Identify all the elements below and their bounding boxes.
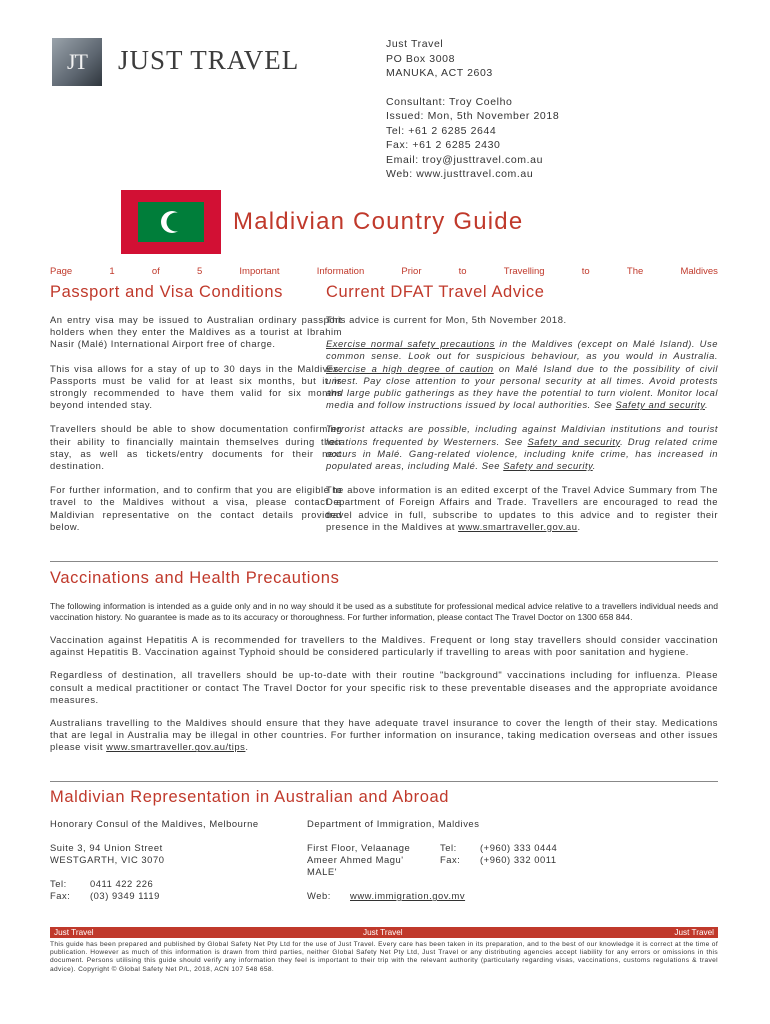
banner-word: to [581, 266, 590, 277]
divider [50, 561, 718, 562]
text: . [577, 520, 581, 532]
text: . Drug related crime occurs in Malé. Gang-related violence, including knife crime, has increased in populated areas, including Malé. See [326, 435, 718, 472]
banner-word: Page [50, 266, 73, 277]
immigration-address: First Floor, Velaanage [307, 842, 411, 853]
paragraph: Regardless of destination, all travellers should be up-to-date with their routine "background" vaccinations including for influenza. Please consult a medical practitioner or contact The Travel Doctor for your specific risk to these preventable diseases and the appropriate avoidance measures. [50, 669, 718, 705]
maldives-flag [121, 190, 221, 254]
paragraph: The following information is intended as a guide only and in no way should it be used as a substitute for professional medical advice relative to a travellers individual needs and vaccination history. No guarantee is made as to its accuracy or thoroughness. For further information, please contact The Travel Doctor on 1300 658 844. [50, 601, 718, 622]
banner-word: Important [239, 266, 280, 277]
immigration-fax: (+960) 332 0011 [480, 854, 557, 865]
address-line: PO Box 3008 [386, 52, 456, 65]
link-smartraveller-tips[interactable]: www.smartraveller.gov.au/tips [106, 741, 246, 753]
company-logo-mark: JT [52, 38, 102, 86]
immigration-tel-label: Tel: [440, 842, 457, 853]
phone: Tel: +61 2 6285 2644 [386, 124, 497, 137]
paragraph: Vaccination against Hepatitis A is recommended for travellers to the Maldives. Frequent or long stay travellers should consider vaccination against Hepatitis B. Vaccination against Typhoid should be considered particularly if travelling to areas with poor sanitation and hygiene. [50, 634, 718, 658]
link-immigration-website[interactable]: www.immigration.gov.mv [350, 890, 466, 901]
paragraph: For further information, and to confirm that you are eligible to travel to the Maldives without a visa, please contact a Maldivian representative on the contact details provided below. [50, 484, 342, 532]
crescent-icon [138, 202, 204, 242]
page-banner [50, 266, 718, 277]
paragraph [50, 717, 718, 754]
passport-heading: Passport and Visa Conditions [50, 283, 283, 301]
page-title: Maldivian Country Guide [233, 208, 524, 235]
divider [50, 781, 718, 782]
consul-title: Honorary Consul of the Maldives, Melbourne [50, 818, 259, 829]
immigration-web-label: Web: [307, 890, 331, 901]
consul-tel-label: Tel: [50, 878, 67, 889]
banner-word: 1 [109, 266, 115, 277]
link-safety-security[interactable]: Safety and security [527, 435, 621, 447]
consul-fax-label: Fax: [50, 890, 71, 901]
address-line: Just Travel [386, 38, 444, 50]
text: . [592, 460, 596, 472]
immigration-fax-label: Fax: [440, 854, 461, 865]
text: in the Maldives (except on Malé Island). Use common sense. Look out for suspicious behaviour, as you would in Australia. [326, 338, 718, 362]
dfat-heading: Current DFAT Travel Advice [326, 283, 545, 301]
address-line: MANUKA, ACT 2603 [386, 67, 493, 79]
banner-word: Maldives [680, 266, 718, 277]
immigration-address: MALE' [307, 866, 338, 877]
fax: Fax: +61 2 6285 2430 [386, 139, 501, 151]
text: Australians travelling to the Maldives should ensure that they have adequate travel insurance to cover the length of their stay. Medications that are legal in Australia may be illegal in other countries. For further information on insurance, taking medication overseas and other issues please visit [50, 717, 718, 753]
paragraph: Travellers should be able to show documentation confirming their ability to financially maintain themselves during their stay, as well as tickets/entry documents for their next destination. [50, 423, 342, 472]
banner-word: The [626, 266, 644, 277]
company-logo-text: JUST TRAVEL [118, 45, 300, 75]
footer-bar [50, 927, 718, 938]
link-safety-security[interactable]: Safety and security [615, 399, 705, 411]
contact-block [386, 37, 559, 182]
immigration-title: Department of Immigration, Maldives [307, 818, 480, 829]
text: Terrorist attacks are possible, including against Maldivian institutions and tourist locations frequented by Westerners. See [326, 423, 718, 447]
issued-date: Issued: Mon, 5th November 2018 [386, 110, 560, 122]
banner-word: Travelling [503, 266, 545, 277]
email: Email: troy@justtravel.com.au [386, 153, 544, 166]
text: . [704, 399, 709, 411]
consul-fax: (03) 9349 1119 [90, 890, 160, 901]
paragraph [326, 484, 718, 533]
consul-address: WESTGARTH, VIC 3070 [50, 854, 165, 865]
paragraph [326, 338, 718, 411]
vaccinations-heading: Vaccinations and Health Precautions [50, 569, 340, 587]
footer-center: Just Travel [363, 928, 403, 937]
link-high-caution[interactable]: Exercise a high degree of caution [326, 362, 494, 374]
passport-section [50, 314, 342, 533]
consul-tel: 0411 422 226 [90, 878, 154, 889]
link-smartraveller[interactable]: www.smartraveller.gov.au [458, 520, 578, 532]
footer-left: Just Travel [54, 928, 94, 937]
banner-word: Information [316, 266, 365, 277]
text: The above information is an edited excerpt of the Travel Advice Summary from The Department of Foreign Affairs and Trade. Travellers are encouraged to read the travel advice in full, subscribe to updates to this advice and to register their presence in the Maldives at [326, 484, 718, 532]
consultant: Consultant: Troy Coelho [386, 95, 513, 108]
banner-word: of [151, 266, 160, 277]
consul-address: Suite 3, 94 Union Street [50, 842, 163, 853]
disclaimer: This guide has been prepared and published by Global Safety Net Pty Ltd for the use of Just Travel. Every care has been taken in its preparation, and to the best of our knowledge it is correct at the time of publication. However as much of this information is drawn from third parties, neither Global Safety Net Pty Ltd, Just Travel or any distributing agencies accept liability for any errors or omissions in this document. Persons utilising this guide should verify any information they feel is important to their trip with the relevant authority (particularly regarding visas, vaccinations, customs regulations & travel advice). Copyright © Global Safety Net P/L, 2018, ACN 107 548 658. [50, 941, 718, 973]
immigration-tel: (+960) 333 0444 [480, 842, 558, 853]
link-safety-security[interactable]: Safety and security [503, 460, 593, 472]
text: . [245, 741, 249, 753]
banner-word: 5 [196, 266, 203, 277]
website: Web: www.justtravel.com.au [386, 168, 534, 180]
banner-word: to [458, 266, 467, 277]
paragraph: This visa allows for a stay of up to 30 days in the Maldives. Passports must be valid for at least six months, but it is strongly recommended to have them valid for six months beyond intended stay. [50, 362, 342, 411]
link-normal-precautions[interactable]: Exercise normal safety precautions [326, 338, 495, 350]
immigration-address: Ameer Ahmed Magu' [307, 854, 404, 865]
paragraph: This advice is current for Mon, 5th November 2018. [326, 314, 567, 325]
text: on Malé Island due to the possibility of civil unrest. Pay close attention to your personal security at all times. Avoid protests and large public gatherings as they have the potential to turn violent. Monitor local media and follow instructions issued by local authorities. See [326, 362, 718, 411]
representation-heading: Maldivian Representation in Australian and Abroad [50, 788, 450, 806]
vaccinations-section [50, 601, 718, 754]
banner-word: Prior [401, 266, 422, 277]
paragraph [326, 423, 718, 472]
footer-right: Just Travel [674, 928, 714, 937]
paragraph: An entry visa may be issued to Australian ordinary passport holders when they enter the Maldives as a tourist at Ibrahim Nasir (Malé) International Airport free of charge. [50, 314, 342, 350]
dfat-section [326, 314, 718, 533]
